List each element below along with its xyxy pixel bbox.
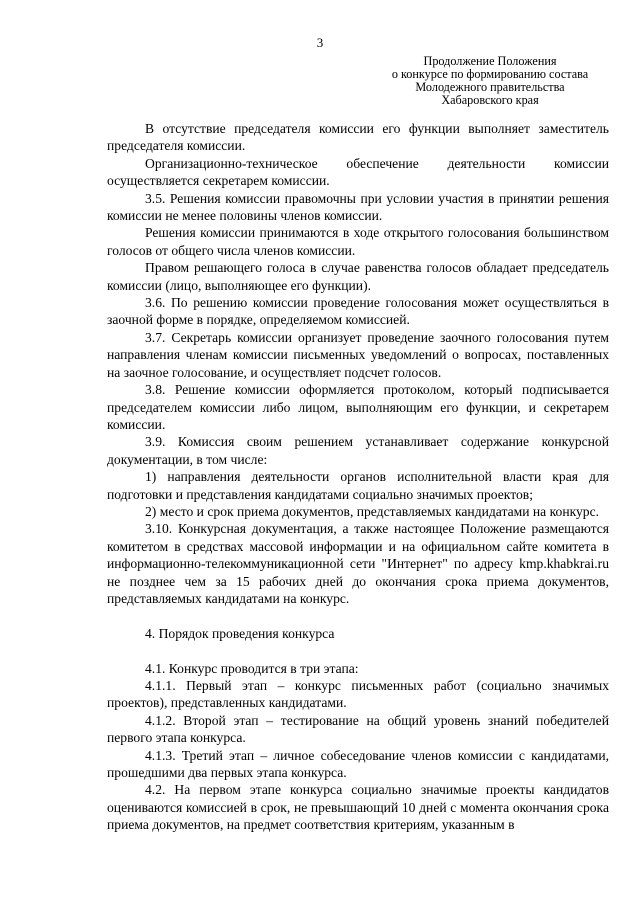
paragraph: 3.9. Комиссия своим решением устанавливает содержание конкурсной документации, в том числе: (107, 434, 609, 467)
paragraph: 4.1.3. Третий этап – личное собеседование членов комиссии с кандидатами, прошедшими два первых этапа конкурса. (107, 747, 609, 780)
paragraph: 4.1.1. Первый этап – конкурс письменных работ (социально значимых проектов), представленных кандидатами. (107, 677, 609, 711)
paragraph: Решения комиссии принимаются в ходе открытого голосования большинством голосов от общего числа членов комиссии. (107, 225, 609, 258)
paragraph: Организационно-техническое обеспечение деятельности комиссии осуществляется секретарем комиссии. (107, 155, 609, 189)
paragraph: 3.5. Решения комиссии правомочны при условии участия в принятии решения комиссии не менее половины членов комиссии. (107, 190, 609, 224)
paragraph: 4.1.2. Второй этап – тестирование на общий уровень знаний победителей первого этапа конкурса. (107, 712, 609, 746)
header-line: Продолжение Положения (423, 54, 557, 68)
header-line: Хабаровского края (441, 93, 539, 107)
continuation-header (370, 55, 610, 107)
paragraph: 3.6. По решению комиссии проведение голосования может осуществляться в заочной форме в порядке, определяемом комиссией. (107, 295, 609, 328)
paragraph: 2) место и срок приема документов, представляемых кандидатами на конкурс. (145, 503, 600, 519)
paragraph: 4.2. На первом этапе конкурса социально значимые проекты кандидатов оцениваются комиссией в срок, не превышающий 10 дней с момента окончания срока приема документов, на предмет соответствия критериям, указанным в (107, 782, 609, 833)
header-line: о конкурсе по формированию состава (391, 67, 589, 81)
paragraph: 3.8. Решение комиссии оформляется протоколом, который подписывается председателем комиссии либо лицом, выполняющим его функции, и секретарем комиссии. (107, 382, 609, 432)
page-number: 3 (316, 35, 324, 50)
paragraph: 3.7. Секретарь комиссии организует проведение заочного голосования путем направления членам комиссии письменных уведомлений о вопросах, поставленных на заочное голосование, и осуществляет подсчет голосов. (107, 329, 609, 380)
paragraph: В отсутствие председателя комиссии его функции выполняет заместитель председателя комиссии. (107, 121, 609, 154)
section-heading: 4. Порядок проведения конкурса (145, 625, 335, 641)
paragraph: 4.1. Конкурс проводится в три этапа: (145, 660, 359, 676)
paragraph: 3.10. Конкурсная документация, а также настоящее Положение размещаются комитетом в средствах массовой информации и на официальном сайте комитета в информационно-телекоммуникационной сети "Интернет" по адресу kmp.khabkrai.ru не позднее чем за 15 рабочих дней до окончания срока приема документов, представляемых кандидатами на конкурс. (107, 521, 609, 606)
header-line: Молодежного правительства (415, 80, 565, 94)
document-body (107, 120, 609, 834)
paragraph: 1) направления деятельности органов исполнительной власти края для подготовки и представления кандидатами социально значимых проектов; (107, 469, 609, 502)
paragraph: Правом решающего голоса в случае равенства голосов обладает председатель комиссии (лицо, выполняющее его функции). (107, 260, 609, 293)
